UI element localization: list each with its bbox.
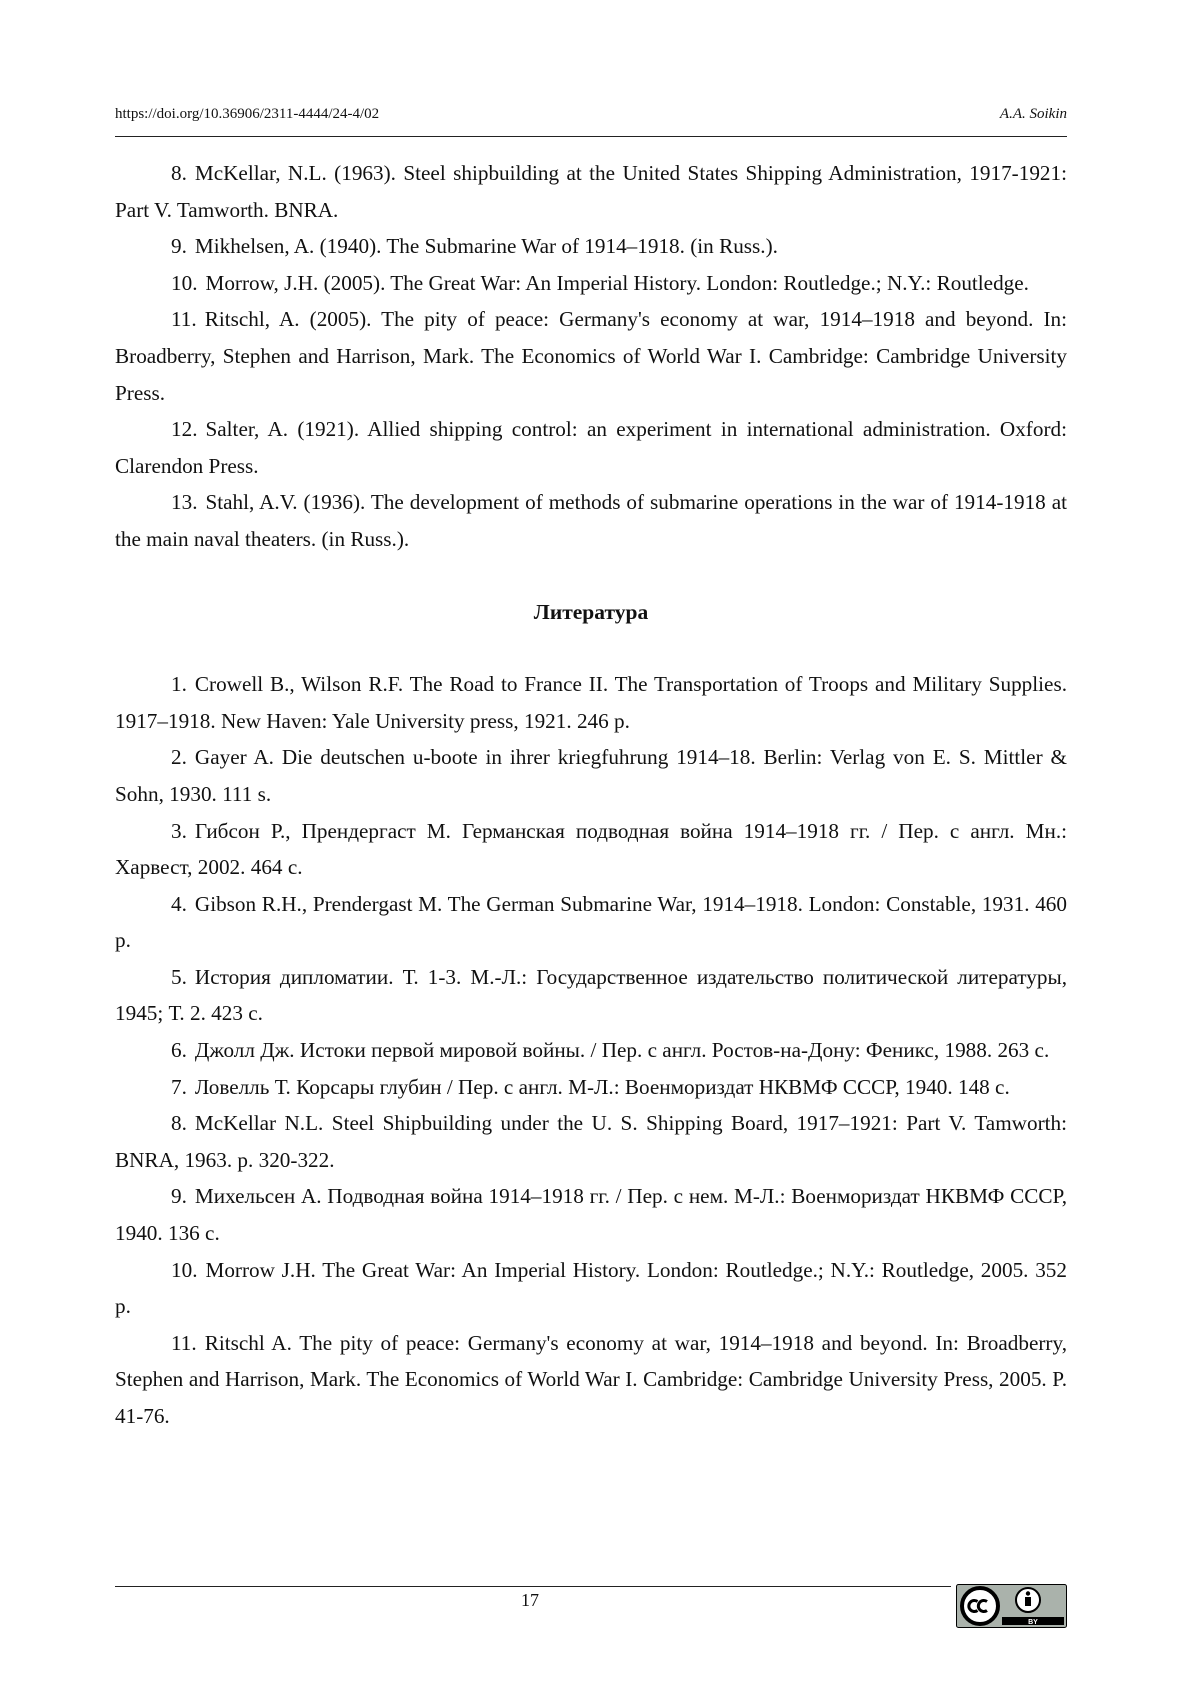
reference-number: 11. <box>171 1330 197 1355</box>
reference-text: Михельсен А. Подводная война 1914–1918 гг. / Пер. с нем. М-Л.: Военмориздат НКВМФ СССР, 1940. 136 с. <box>115 1184 1067 1246</box>
reference-item <box>115 813 1067 886</box>
running-author: A.A. Soikin <box>999 106 1067 122</box>
reference-number: 1. <box>171 672 187 697</box>
reference-number: 10. <box>171 270 198 295</box>
reference-item <box>115 1032 1067 1069</box>
page-header <box>115 100 1067 137</box>
reference-text: Stahl, A.V. (1936). The development of methods of submarine operations in the war of 1914-1918 at the main naval theaters. (in Russ.). <box>115 490 1067 551</box>
reference-text: McKellar N.L. Steel Shipbuilding under the U. S. Shipping Board, 1917–1921: Part V. Tamworth: BNRA, 1963. p. 320-322. <box>115 1111 1067 1172</box>
reference-item <box>115 1105 1067 1178</box>
references-content <box>115 155 1067 1435</box>
reference-number: 7. <box>171 1074 187 1099</box>
reference-number: 3. <box>171 818 187 843</box>
reference-item <box>115 1325 1067 1435</box>
reference-number: 9. <box>171 234 187 259</box>
reference-number: 2. <box>171 745 187 770</box>
reference-item <box>115 886 1067 959</box>
reference-item <box>115 155 1067 228</box>
reference-number: 11. <box>171 307 197 332</box>
reference-text: Gibson R.H., Prendergast M. The German Submarine War, 1914–1918. London: Constable, 1931. 460 p. <box>115 891 1067 953</box>
reference-text: Salter, A. (1921). Allied shipping control: an experiment in international administration. Oxford: Clarendon Press. <box>115 417 1067 478</box>
reference-text: McKellar, N.L. (1963). Steel shipbuilding at the United States Shipping Administration, 1917-1921: Part V. Tamworth. BNRA. <box>115 161 1067 222</box>
reference-text: Ritschl, A. (2005). The pity of peace: Germany's economy at war, 1914–1918 and beyond. In: Broadberry, Stephen and Harrison, Mark. The Economics of World War I. Cambridge: Cambridge University Press. <box>115 307 1067 405</box>
reference-text: Gayer A. Die deutschen u-boote in ihrer kriegfuhrung 1914–18. Berlin: Verlag von E. S. Mittler & Sohn, 1930. 111 s. <box>115 745 1067 806</box>
reference-text: Ritschl A. The pity of peace: Germany's economy at war, 1914–1918 and beyond. In: Broadberry, Stephen and Harrison, Mark. The Economics of World War I. Cambridge: Cambridge University Press, 2005. P. 41-76. <box>115 1330 1067 1428</box>
doi-link[interactable]: https://doi.org/10.36906/2311-4444/24-4/02 <box>115 106 380 122</box>
reference-number: 6. <box>171 1038 187 1063</box>
reference-item <box>115 228 1067 265</box>
reference-item <box>115 959 1067 1032</box>
reference-text: Morrow, J.H. (2005). The Great War: An Imperial History. London: Routledge.; N.Y.: Routledge. <box>205 270 1029 295</box>
reference-item <box>115 1069 1067 1106</box>
footer-divider <box>115 1586 951 1587</box>
reference-text: Mikhelsen, A. (1940). The Submarine War of 1914–1918. (in Russ.). <box>194 234 778 259</box>
reference-item <box>115 484 1067 557</box>
page-number: 17 <box>521 1590 539 1610</box>
license-label: BY <box>1028 1619 1038 1626</box>
section-title: Литература <box>533 599 649 624</box>
reference-item <box>115 1178 1067 1251</box>
cc-by-icon[interactable] <box>956 1584 1067 1628</box>
cc-by-license-graphic <box>956 1584 1067 1628</box>
reference-text: Morrow J.H. The Great War: An Imperial History. London: Routledge.; N.Y.: Routledge, 2005. 352 p. <box>115 1257 1067 1319</box>
reference-number: 10. <box>171 1257 198 1282</box>
reference-item <box>115 301 1067 411</box>
references-english <box>115 155 1067 558</box>
reference-number: 13. <box>171 490 198 515</box>
reference-text: Гибсон Р., Прендергаст М. Германская подводная война 1914–1918 гг. / Пер. с англ. Мн.: Харвест, 2002. 464 с. <box>115 818 1067 880</box>
reference-text: Джолл Дж. Истоки первой мировой войны. / Пер. с англ. Ростов-на-Дону: Феникс, 1988. 263 с. <box>194 1038 1050 1063</box>
reference-item <box>115 666 1067 739</box>
reference-number: 8. <box>171 1111 187 1136</box>
reference-item <box>115 1252 1067 1325</box>
reference-text: Crowell B., Wilson R.F. The Road to France II. The Transportation of Troops and Military Supplies. 1917–1918. New Haven: Yale University press, 1921. 246 p. <box>115 672 1067 733</box>
reference-text: Ловелль Т. Корсары глубин / Пер. с англ. М-Л.: Военмориздат НКВМФ СССР, 1940. 148 с. <box>194 1074 1010 1099</box>
reference-number: 8. <box>171 161 187 185</box>
references-russian <box>115 666 1067 1434</box>
reference-item <box>115 411 1067 484</box>
reference-number: 12. <box>171 417 198 442</box>
reference-number: 4. <box>171 891 187 916</box>
reference-text: История дипломатии. Т. 1-3. М.-Л.: Государственное издательство политической литературы, 1945; Т. 2. 423 с. <box>115 964 1067 1026</box>
reference-number: 5. <box>171 964 187 989</box>
reference-item <box>115 265 1067 302</box>
reference-item <box>115 739 1067 812</box>
reference-number: 9. <box>171 1184 187 1209</box>
